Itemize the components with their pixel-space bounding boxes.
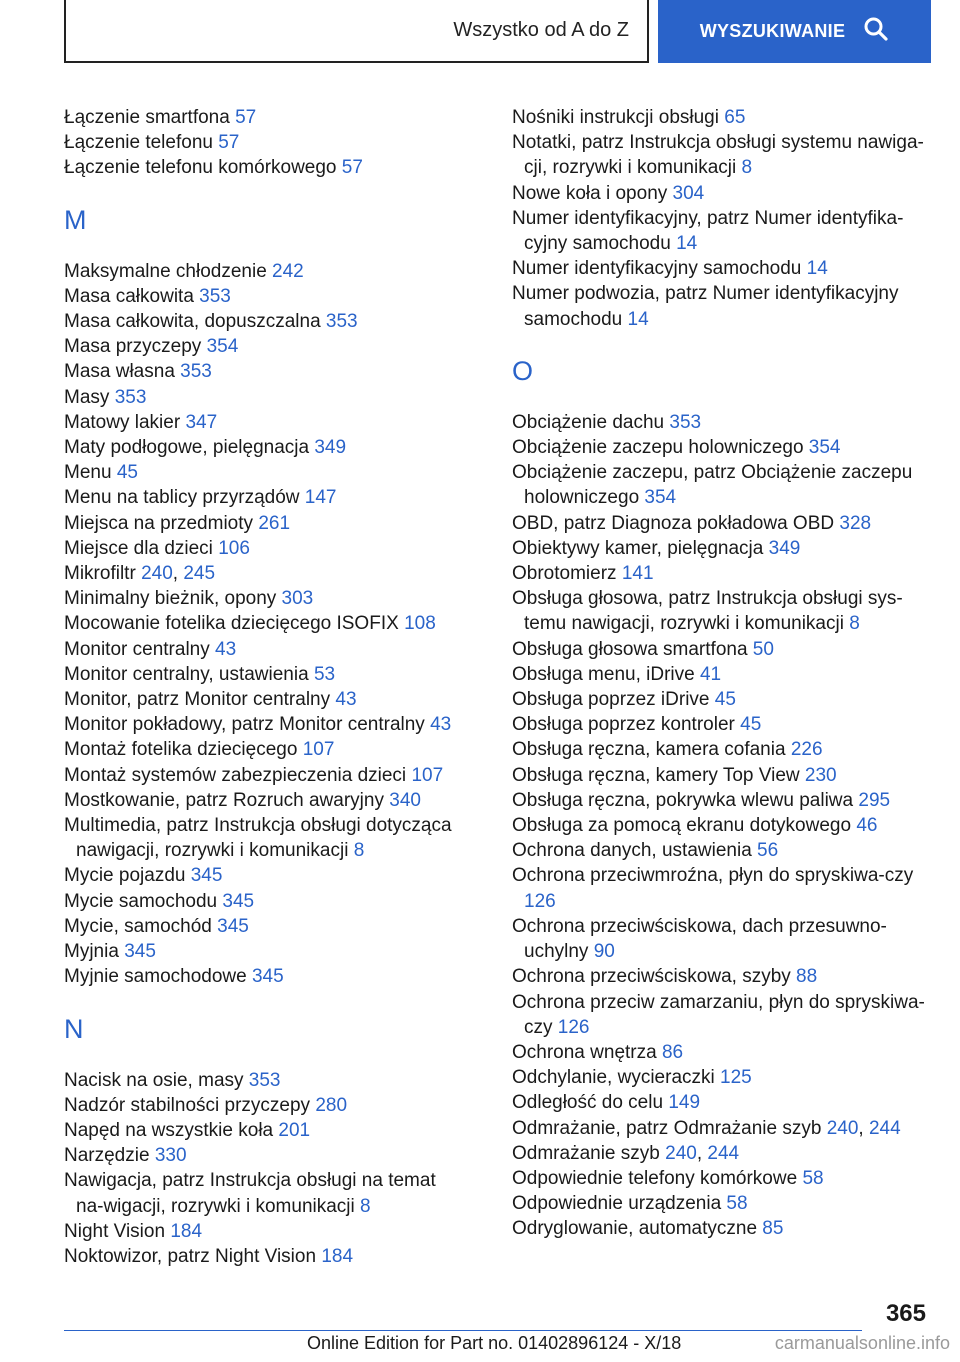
page-link[interactable]: 304 — [672, 182, 705, 204]
page-link[interactable]: 184 — [321, 1245, 354, 1267]
index-entry-text: Multimedia, patrz Instrukcja obsługi dotycząca nawigacji, rozrywki i komunikacji — [64, 815, 452, 862]
index-entry — [64, 788, 464, 813]
index-entry-text: Numer identyfikacyjny samochodu — [512, 258, 802, 280]
index-entry — [64, 485, 464, 510]
page-link[interactable]: 353 — [199, 285, 231, 307]
index-entry — [512, 561, 932, 586]
page-link[interactable]: 353 — [114, 386, 147, 408]
page-link[interactable]: 280 — [315, 1094, 348, 1116]
page-link[interactable]: 85 — [762, 1218, 784, 1240]
index-entry-text: Menu — [64, 462, 112, 484]
index-entry — [512, 1166, 932, 1191]
index-entry-text: Obsługa głosowa smartfona — [512, 638, 748, 660]
index-entry — [64, 763, 464, 788]
page-link[interactable]: 58 — [726, 1193, 748, 1215]
page-link[interactable]: 106 — [218, 537, 250, 559]
index-column-right — [512, 105, 932, 1242]
index-entry — [512, 1191, 932, 1216]
page-link[interactable]: 126 — [524, 890, 556, 912]
index-entry-text: Nowe koła i opony — [512, 182, 668, 204]
index-entry-text: Nawigacja, patrz Instrukcja obsługi na temat na-wigacji, rozrywki i komunikacji — [64, 1170, 436, 1217]
page-link[interactable]: 345 — [190, 865, 223, 887]
index-entry — [512, 1090, 932, 1115]
page-link[interactable]: 88 — [796, 966, 818, 988]
index-entry — [512, 788, 932, 813]
index-entry-text: OBD, patrz Diagnoza pokładowa OBD — [512, 512, 835, 534]
footer-divider — [64, 1330, 862, 1331]
page-link[interactable]: 50 — [752, 638, 774, 660]
page-link[interactable]: 149 — [668, 1092, 701, 1114]
index-entry-text: Masa przyczepy — [64, 336, 202, 358]
page-link[interactable]: 57 — [218, 132, 240, 154]
index-entry — [64, 309, 464, 334]
index-entry-text: Mikrofiltr — [64, 563, 136, 585]
page-link[interactable]: 345 — [124, 941, 156, 963]
index-entry — [512, 863, 932, 913]
index-entry — [64, 130, 464, 155]
page-link[interactable]: 345 — [217, 915, 249, 937]
index-entry-text: Masa własna — [64, 361, 175, 383]
page-link[interactable]: 56 — [757, 840, 779, 862]
page-link[interactable]: 45 — [740, 714, 762, 736]
index-entry — [64, 259, 464, 284]
index-entry-text: Nadzór stabilności przyczepy — [64, 1094, 311, 1116]
watermark: carmanualsonline.info — [774, 1333, 950, 1353]
index-entry — [512, 460, 932, 510]
page-link[interactable]: 43 — [335, 689, 357, 711]
page-link[interactable]: 242 — [272, 260, 304, 282]
index-entry — [64, 687, 464, 712]
page-link[interactable]: 141 — [621, 563, 654, 585]
index-entry: Mikrofiltr 240, 245 — [64, 563, 216, 585]
index-entry-text: Narzędzie — [64, 1145, 150, 1167]
page-link[interactable]: 201 — [278, 1119, 311, 1141]
page-link[interactable]: 240 — [826, 1117, 859, 1139]
index-entry-text: Obciążenie dachu — [512, 411, 665, 433]
index-entry-text: Obsługa ręczna, kamera cofania — [512, 739, 786, 761]
page-link[interactable]: 57 — [341, 157, 363, 179]
page-link[interactable]: 86 — [661, 1041, 684, 1063]
index-entry-text: Odchylanie, wycieraczki — [512, 1067, 715, 1089]
tab-a-to-z[interactable] — [64, 0, 649, 63]
index-entry-text: Obrotomierz — [512, 563, 617, 585]
index-entry — [64, 813, 464, 863]
index-entry — [64, 385, 464, 410]
page-link[interactable]: 8 — [353, 840, 365, 862]
index-entry-text: Obciążenie zaczepu, patrz Obciążenie zaczepu holowniczego — [512, 462, 913, 509]
index-entry-text: Mycie, samochód — [64, 915, 212, 937]
index-entry-text: Night Vision — [64, 1220, 166, 1242]
page-link[interactable]: 226 — [790, 739, 823, 761]
page-link[interactable]: 46 — [856, 815, 878, 837]
page-link[interactable]: 354 — [206, 336, 239, 358]
page-link[interactable]: 126 — [557, 1016, 590, 1038]
page-link[interactable]: 147 — [304, 487, 337, 509]
index-entry-text: Nacisk na osie, masy — [64, 1069, 244, 1091]
page-link[interactable]: 354 — [644, 487, 677, 509]
page-link[interactable]: 345 — [222, 890, 255, 912]
index-entry — [64, 662, 464, 687]
index-entry-text: Łączenie telefonu komórkowego — [64, 157, 337, 179]
index-entry-text: Obciążenie zaczepu holowniczego — [512, 437, 804, 459]
page-link[interactable]: 345 — [251, 966, 284, 988]
index-entry-text: Montaż systemów zabezpieczenia dzieci — [64, 764, 407, 786]
index-entry — [512, 536, 932, 561]
index-entry — [512, 206, 932, 256]
page-link[interactable]: 8 — [741, 157, 753, 179]
index-entry — [64, 1219, 464, 1244]
index-entry-text: Monitor pokładowy, patrz Monitor centralny — [64, 714, 425, 736]
index-entry — [64, 511, 464, 536]
index-entry — [64, 410, 464, 435]
index-entry-text: Łączenie smartfona — [64, 107, 230, 128]
index-entry-text: Mycie samochodu — [64, 890, 218, 912]
index-entry-text: Obsługa menu, iDrive — [512, 663, 695, 685]
page-link[interactable]: 14 — [627, 308, 649, 330]
index-entry-text: Ochrona danych, ustawienia — [512, 840, 752, 862]
index-entry — [64, 586, 464, 611]
index-entry-text: Montaż fotelika dziecięcego — [64, 739, 298, 761]
page-link[interactable]: 43 — [430, 714, 452, 736]
index-entry-text: Miejsce dla dzieci — [64, 537, 213, 559]
index-entry-text: Monitor, patrz Monitor centralny — [64, 689, 331, 711]
index-entry-text: Notatki, patrz Instrukcja obsługi systemu nawiga-cji, rozrywki i komunikacji — [512, 132, 924, 179]
page-link[interactable]: 347 — [185, 411, 218, 433]
page-link[interactable]: 230 — [804, 764, 837, 786]
index-entry — [64, 914, 464, 939]
index-entry-text: Monitor centralny, ustawienia — [64, 663, 309, 685]
index-entry — [512, 1065, 932, 1090]
page-link[interactable]: 108 — [404, 613, 436, 635]
page-link[interactable]: 45 — [714, 689, 736, 711]
page-link[interactable]: 244 — [868, 1117, 901, 1139]
index-entry — [512, 435, 932, 460]
index-entry — [512, 130, 932, 180]
page-link[interactable]: 245 — [183, 563, 216, 585]
index-entry: Odmrażanie szyb 240, 244 — [512, 1142, 740, 1164]
index-entry-text: Odmrażanie, patrz Odmrażanie szyb — [512, 1117, 822, 1139]
index-entry-text: Obsługa ręczna, kamery Top View — [512, 764, 800, 786]
index-entry — [64, 1093, 464, 1118]
search-icon — [863, 16, 889, 47]
index-entry-text: Maksymalne chłodzenie — [64, 260, 267, 282]
page-link[interactable]: 8 — [849, 613, 860, 635]
page-link[interactable]: 330 — [154, 1145, 187, 1167]
page-link[interactable]: 43 — [215, 638, 237, 660]
page-link[interactable]: 349 — [314, 437, 347, 459]
page-link[interactable]: 240 — [665, 1142, 697, 1164]
index-entry — [512, 914, 932, 964]
index-entry — [64, 536, 464, 561]
index-entry-text: Ochrona wnętrza — [512, 1041, 657, 1063]
page-link[interactable]: 340 — [389, 789, 421, 811]
page-link[interactable]: 328 — [839, 512, 872, 534]
index-entry-text: Obsługa za pomocą ekranu dotykowego — [512, 815, 852, 837]
tab-a-to-z-label: Wszystko od A do Z — [453, 19, 629, 41]
index-entry — [64, 1118, 464, 1143]
index-entry-text: Ochrona przeciw zamarzaniu, płyn do spryskiwa-czy — [512, 991, 925, 1038]
index-entry — [512, 687, 932, 712]
index-entry — [64, 460, 464, 485]
tab-search-label: WYSZUKIWANIE — [699, 21, 846, 41]
index-entry-text: Ochrona przeciwmroźna, płyn do spryskiwa-czy — [512, 865, 914, 887]
index-entry-text: Obsługa poprzez kontroler — [512, 714, 735, 736]
index-entry-text: Odryglowanie, automatyczne — [512, 1218, 758, 1240]
index-entry — [64, 964, 464, 989]
page-link[interactable]: 57 — [235, 107, 257, 128]
index-entry-text: Menu na tablicy przyrządów — [64, 487, 300, 509]
index-entry-text: Myjnia — [64, 941, 119, 963]
page-link[interactable]: 295 — [858, 789, 891, 811]
index-entry — [512, 637, 932, 662]
index-entry — [512, 1216, 932, 1241]
index-entry — [512, 964, 932, 989]
index-entry — [64, 889, 464, 914]
page-link[interactable]: 353 — [248, 1069, 281, 1091]
index-entry — [64, 359, 464, 384]
index-column-left — [64, 105, 464, 1269]
page-link[interactable]: 125 — [720, 1067, 752, 1089]
index-entry — [64, 1143, 464, 1168]
index-entry — [64, 737, 464, 762]
index-entry — [64, 105, 464, 130]
index-entry — [512, 712, 932, 737]
index-entry — [512, 662, 932, 687]
page-number: 365 — [885, 1300, 926, 1327]
index-entry-text: Noktowizor, patrz Night Vision — [64, 1245, 317, 1267]
page-link[interactable]: 261 — [258, 512, 291, 534]
index-entry — [64, 284, 464, 309]
index-entry — [512, 1040, 932, 1065]
tab-search[interactable] — [658, 0, 931, 63]
index-entry-text: Łączenie telefonu — [64, 132, 213, 154]
index-letter-heading: N — [64, 1013, 84, 1044]
page-link[interactable]: 53 — [313, 663, 336, 685]
index-entry-text: Odległość do celu — [512, 1092, 664, 1114]
index-entry-text: Masy — [64, 386, 110, 408]
index-entry-text: Mostkowanie, patrz Rozruch awaryjny — [64, 789, 384, 811]
index-entry-text: Myjnie samochodowe — [64, 966, 247, 988]
page-link[interactable]: 353 — [325, 311, 358, 333]
page-link[interactable]: 14 — [676, 233, 698, 255]
index-entry — [512, 763, 932, 788]
index-entry-text: Odpowiednie urządzenia — [512, 1193, 722, 1215]
index-entry — [512, 586, 932, 636]
page-link[interactable]: 41 — [699, 663, 722, 685]
index-entry — [512, 737, 932, 762]
page-link[interactable]: 354 — [808, 437, 841, 459]
index-letter-heading: M — [64, 204, 87, 235]
page-link[interactable]: 107 — [302, 739, 335, 761]
index-entry-text: Numer identyfikacyjny, patrz Numer identyfika-cyjny samochodu — [512, 207, 904, 255]
index-entry-text: Monitor centralny — [64, 638, 210, 660]
index-entry-text: Obsługa głosowa, patrz Instrukcja obsługi sys-temu nawigacji, rozrywki i komunikacji — [512, 588, 903, 635]
page-link[interactable]: 184 — [170, 1220, 203, 1242]
page-link[interactable]: 8 — [360, 1195, 371, 1217]
index-entry-text: Numer podwozia, patrz Numer identyfikacyjny samochodu — [512, 283, 899, 330]
page-link[interactable]: 107 — [411, 764, 444, 786]
index-entry-text: Odmrażanie szyb — [512, 1142, 660, 1164]
index-entry — [64, 155, 464, 180]
index-entry-text: Minimalny bieżnik, opony — [64, 588, 277, 610]
page-link[interactable]: 353 — [180, 361, 212, 383]
top-navigation — [64, 0, 931, 63]
index-entry — [64, 1168, 464, 1218]
index-entry — [64, 863, 464, 888]
index-entry-text: Obsługa ręczna, pokrywka wlewu paliwa — [512, 789, 854, 811]
index-entry — [512, 256, 932, 281]
index-entry: Odmrażanie, patrz Odmrażanie szyb 240, 244 — [512, 1117, 901, 1139]
index-entry-text: Nośniki instrukcji obsługi — [512, 107, 719, 128]
index-entry-text: Masa całkowita, dopuszczalna — [64, 311, 321, 333]
index-letter-heading: O — [512, 355, 534, 386]
page-link[interactable]: 244 — [707, 1142, 740, 1164]
index-entry-text: Obsługa poprzez iDrive — [512, 689, 710, 711]
index-entry — [64, 939, 464, 964]
index-entry-text: Odpowiednie telefony komórkowe — [512, 1167, 798, 1189]
page-link[interactable]: 58 — [802, 1167, 824, 1189]
index-entry-text: Miejsca na przedmioty — [64, 512, 254, 534]
index-entry — [64, 1244, 464, 1269]
index-entry — [512, 511, 932, 536]
index-entry — [64, 1068, 464, 1093]
index-entry-text: Ochrona przeciwściskowa, szyby — [512, 966, 791, 988]
index-entry — [64, 334, 464, 359]
index-entry-text: Mocowanie fotelika dziecięcego ISOFIX — [64, 613, 399, 635]
page-link[interactable]: 45 — [116, 462, 138, 484]
index-entry — [512, 813, 932, 838]
index-entry-text: Maty podłogowe, pielęgnacja — [64, 437, 310, 459]
index-entry — [64, 611, 464, 636]
edition-note: Online Edition for Part no. 01402896124 - X/18 — [307, 1333, 682, 1353]
page-link[interactable]: 303 — [281, 588, 314, 610]
index-entry-text: Obiektywy kamer, pielęgnacja — [512, 537, 764, 559]
page-link[interactable]: 65 — [724, 107, 746, 128]
index-entry-text: Masa całkowita — [64, 285, 194, 307]
index-entry — [512, 410, 932, 435]
index-entry — [512, 990, 932, 1040]
page-link[interactable]: 353 — [669, 411, 702, 433]
index-entry-text: Ochrona przeciwściskowa, dach przesuwno-uchylny — [512, 915, 887, 963]
index-entry — [64, 435, 464, 460]
index-entry — [64, 712, 464, 737]
index-entry — [512, 181, 932, 206]
page-link[interactable]: 90 — [593, 941, 615, 963]
index-entry-text: Mycie pojazdu — [64, 865, 186, 887]
page-link[interactable]: 349 — [768, 537, 801, 559]
index-entry — [512, 105, 932, 130]
page-link[interactable]: 240 — [141, 563, 173, 585]
index-entry-text: Napęd na wszystkie koła — [64, 1119, 274, 1141]
index-entry-text: Matowy lakier — [64, 411, 181, 433]
index-entry — [512, 281, 932, 331]
index-entry — [512, 838, 932, 863]
index-entry — [64, 637, 464, 662]
page-link[interactable]: 14 — [806, 258, 828, 280]
